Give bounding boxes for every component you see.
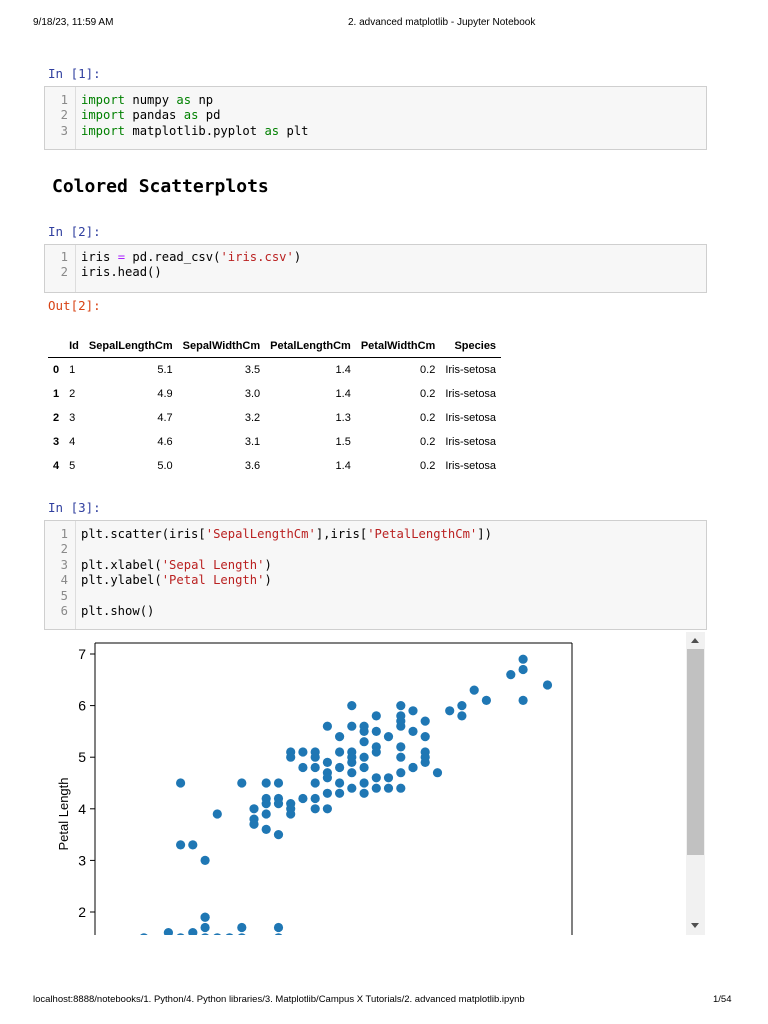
table-cell: 5.0 [157, 460, 173, 472]
scatter-point [372, 727, 381, 736]
column-header: Id [64, 335, 84, 358]
scatter-point [164, 928, 173, 935]
scatter-point [213, 933, 222, 935]
table-row [48, 406, 501, 430]
scatter-point [311, 763, 320, 772]
scatter-point [519, 665, 528, 674]
scatter-point [249, 804, 258, 813]
code-token: plt.ylabel( [81, 573, 162, 588]
line-number: 2 [60, 542, 68, 557]
code-token: pd [205, 108, 221, 123]
scatter-point [347, 784, 356, 793]
dataframe-table [48, 335, 501, 478]
scatter-point [298, 747, 307, 756]
scatter-point [396, 753, 405, 762]
line-number: 6 [60, 604, 68, 618]
table-cell: Iris-setosa [445, 460, 497, 472]
scatter-points [115, 655, 552, 935]
scatter-point [360, 753, 369, 762]
scatter-point [372, 747, 381, 756]
scatter-point [274, 799, 283, 808]
scatter-point [311, 804, 320, 813]
markdown-heading: Colored Scatterplots [52, 176, 269, 197]
line-number: 2 [60, 265, 68, 280]
index-header [48, 335, 64, 358]
scatter-point [176, 933, 185, 935]
scatter-point [323, 773, 332, 782]
scatter-point [335, 789, 344, 798]
code-token: 'SepalLengthCm' [205, 527, 316, 541]
scatter-point [408, 727, 417, 736]
code-text [81, 572, 272, 588]
scatter-point [347, 722, 356, 731]
column-header: PetalLengthCm [265, 335, 356, 358]
print-datetime: 9/18/23, 11:59 AM [33, 17, 114, 28]
table-cell: 0.2 [420, 412, 436, 424]
table-cell: 3.1 [244, 436, 261, 448]
code-token: as [176, 93, 192, 107]
code-token: ]) [477, 527, 492, 541]
code-token: = [117, 250, 126, 264]
y-tick-label: 2 [78, 904, 86, 920]
table-cell: Iris-setosa [445, 388, 497, 400]
scatter-point [274, 923, 283, 932]
table-cell: 5 [69, 460, 76, 472]
code-token: ],iris[ [315, 527, 368, 541]
code-cell-1[interactable] [44, 86, 707, 150]
scatter-point [262, 809, 271, 818]
scatter-point [396, 784, 405, 793]
table-cell: 1.4 [335, 364, 351, 376]
y-tick-label: 6 [78, 697, 86, 714]
code-token: 'Sepal Length' [161, 557, 265, 572]
scatter-point [237, 778, 246, 787]
line-number: 4 [60, 573, 68, 588]
scatter-point [482, 696, 491, 705]
scatter-point [323, 789, 332, 798]
scroll-down-icon[interactable] [691, 923, 699, 928]
scatter-point [286, 799, 295, 808]
scatter-point [360, 763, 369, 772]
code-token: ) [264, 557, 272, 572]
scatter-point [360, 778, 369, 787]
scatter-point [372, 711, 381, 720]
code-token: iris [81, 250, 111, 264]
scatter-point [201, 856, 210, 865]
scatter-point [176, 840, 185, 849]
scatter-point [274, 933, 283, 935]
page-number: 1/54 [713, 994, 732, 1005]
scatter-point [372, 773, 381, 782]
scatter-point [384, 784, 393, 793]
line-number: 3 [60, 123, 68, 138]
scatter-point [384, 732, 393, 741]
table-cell: 3.6 [244, 460, 261, 472]
code-token: iris.head() [81, 265, 162, 280]
table-cell: 1.4 [335, 460, 351, 472]
y-tick-label: 4 [78, 800, 86, 817]
scatter-point [298, 794, 307, 803]
table-cell: 1.5 [335, 436, 351, 448]
scatter-point [176, 778, 185, 787]
table-cell: 2 [69, 388, 76, 400]
line-number: 3 [60, 557, 68, 572]
scatter-point [335, 778, 344, 787]
table-cell: 0.2 [420, 364, 436, 376]
scatter-point [347, 768, 356, 777]
code-token: import [81, 123, 126, 138]
code-token: 'iris.csv' [220, 250, 294, 264]
cell-3-prompt: In [3]: [48, 500, 101, 515]
code-token: pd.read_csv( [132, 250, 221, 264]
table-cell: Iris-setosa [445, 412, 497, 424]
scatter-point [543, 680, 552, 689]
scatter-point [396, 711, 405, 720]
code-token: import [81, 108, 126, 123]
code-text [81, 603, 154, 619]
scatter-point [457, 711, 466, 720]
scatter-point [396, 768, 405, 777]
code-token: as [264, 123, 280, 138]
scatter-point [201, 923, 210, 932]
code-cell-3[interactable] [44, 520, 707, 630]
row-index: 1 [53, 388, 60, 400]
scatter-point [384, 773, 393, 782]
scatter-point [347, 753, 356, 762]
scatter-point [311, 753, 320, 762]
scatter-point [421, 732, 430, 741]
scatter-point [274, 778, 283, 787]
scatter-point [396, 742, 405, 751]
code-text [81, 249, 301, 265]
scatter-point [519, 655, 528, 664]
scrollbar-thumb[interactable] [687, 649, 704, 855]
scatter-point [360, 722, 369, 731]
output-2-prompt: Out[2]: [48, 298, 101, 313]
scatter-point [262, 799, 271, 808]
column-header: Species [440, 335, 501, 358]
code-token: plt.show() [81, 604, 155, 618]
row-index: 4 [53, 460, 60, 472]
code-token: plt.scatter(iris[ [81, 527, 206, 541]
scatter-point [262, 825, 271, 834]
output-scrollbar[interactable] [686, 632, 705, 935]
code-cell-2[interactable] [44, 244, 707, 293]
scatter-point [360, 737, 369, 746]
scatter-point [286, 809, 295, 818]
column-header: PetalWidthCm [356, 335, 440, 358]
code-text [81, 557, 272, 573]
scatter-point [421, 753, 430, 762]
code-token: matplotlib.pyplot [132, 123, 258, 138]
scatter-point [139, 933, 148, 935]
table-cell: Iris-setosa [445, 436, 497, 448]
table-header-row [48, 335, 501, 358]
scroll-up-icon[interactable] [691, 638, 699, 643]
table-cell: 4.9 [157, 388, 173, 400]
code-token: numpy [132, 93, 170, 107]
scatter-point [335, 732, 344, 741]
scatter-point [457, 701, 466, 710]
y-tick-label: 7 [78, 646, 86, 662]
scatter-point [445, 706, 454, 715]
table-cell: 4.6 [157, 436, 173, 448]
page-url: localhost:8888/notebooks/1. Python/4. Python libraries/3. Matplotlib/Campus X Tutorials/2. advanced matplotlib.ipynb [33, 994, 525, 1005]
table-cell: 1 [69, 364, 76, 376]
scatter-point [201, 913, 210, 922]
table-cell: 0.2 [420, 388, 436, 400]
line-number: 5 [60, 588, 68, 603]
scatter-point [274, 830, 283, 839]
scatter-plot [44, 632, 684, 935]
cell-2-prompt: In [2]: [48, 224, 101, 239]
scatter-point [249, 820, 258, 829]
line-number: 1 [60, 250, 68, 264]
line-number: 2 [60, 108, 68, 123]
scatter-point [213, 809, 222, 818]
scatter-point [421, 717, 430, 726]
row-index: 0 [53, 364, 60, 376]
code-token: ) [264, 573, 272, 588]
table-cell: 1.3 [335, 412, 351, 424]
code-text [81, 123, 309, 139]
table-cell: 4 [69, 436, 76, 448]
code-token: as [183, 108, 199, 123]
code-text [81, 107, 220, 123]
scatter-point [396, 701, 405, 710]
scatter-point [323, 722, 332, 731]
scatter-point [225, 933, 234, 935]
scatter-point [335, 747, 344, 756]
code-text [81, 526, 492, 542]
scatter-point [188, 928, 197, 935]
scatter-point [470, 686, 479, 695]
table-row [48, 454, 501, 478]
table-cell: 4.7 [157, 412, 173, 424]
scatter-point [372, 784, 381, 793]
scatter-point [519, 696, 528, 705]
line-number: 1 [60, 93, 68, 107]
y-tick-label: 5 [78, 749, 86, 766]
y-tick-label: 3 [78, 852, 86, 869]
scatter-point [323, 758, 332, 767]
scatter-point [335, 763, 344, 772]
scatter-point [433, 768, 442, 777]
table-cell: 3.2 [244, 412, 261, 424]
table-cell: 3 [69, 412, 76, 424]
table-cell: Iris-setosa [445, 364, 497, 376]
scatter-point [506, 670, 515, 679]
table-cell: 1.4 [335, 388, 351, 400]
scatter-point [311, 794, 320, 803]
table-cell: 5.1 [157, 364, 173, 376]
scatter-point [408, 763, 417, 772]
code-token: 'PetalLengthCm' [367, 527, 478, 541]
code-token: plt [286, 123, 309, 138]
line-number: 1 [60, 527, 68, 541]
code-token: 'Petal Length' [161, 573, 265, 588]
cell-1-prompt: In [1]: [48, 66, 101, 81]
scatter-point [188, 840, 197, 849]
scatter-point [347, 701, 356, 710]
scatter-point [408, 706, 417, 715]
scatter-point [396, 722, 405, 731]
column-header: SepalWidthCm [178, 335, 266, 358]
code-text [81, 264, 162, 280]
scatter-point [360, 789, 369, 798]
table-cell: 0.2 [420, 436, 436, 448]
scatter-point [298, 763, 307, 772]
table-cell: 3.0 [244, 388, 261, 400]
scatter-point [323, 804, 332, 813]
table-row [48, 358, 501, 383]
column-header: SepalLengthCm [84, 335, 178, 358]
code-token: pandas [132, 108, 177, 123]
table-cell: 0.2 [420, 460, 436, 472]
table-row [48, 430, 501, 454]
y-axis-label: Petal Length [56, 777, 71, 851]
code-token: ) [293, 250, 302, 264]
scatter-point [201, 933, 210, 935]
scatter-point [286, 753, 295, 762]
code-token: import [81, 93, 126, 107]
code-text [81, 92, 213, 108]
row-index: 3 [53, 436, 60, 448]
scatter-point [237, 923, 246, 932]
table-cell: 3.5 [244, 364, 261, 376]
code-token: plt.xlabel( [81, 557, 162, 572]
code-token: np [198, 93, 214, 107]
scatter-point [311, 778, 320, 787]
row-index: 2 [53, 412, 60, 424]
scatter-point [262, 778, 271, 787]
scatter-point [237, 933, 246, 935]
page-title: 2. advanced matplotlib - Jupyter Notebook [348, 17, 536, 28]
table-row [48, 382, 501, 406]
